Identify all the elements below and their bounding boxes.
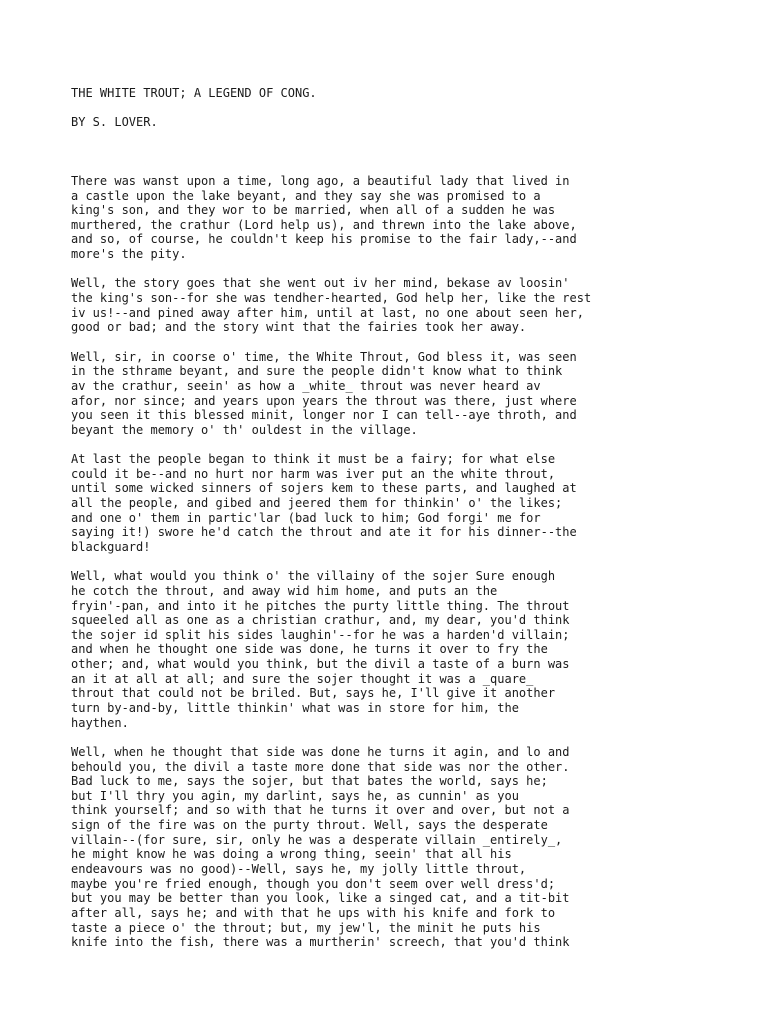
text-line: fryin'-pan, and into it he pitches the purty little thing. The throut: [71, 598, 570, 613]
text-line: he might know he was doing a wrong thing, seein' that all his: [71, 847, 512, 862]
text-line: king's son, and they wor to be married, when all of a sudden he was: [71, 203, 556, 218]
text-line: after all, says he; and with that he ups with his knife and fork to: [71, 905, 556, 920]
text-line: an it at all at all; and sure the sojer thought it was a _quare_: [71, 671, 534, 686]
text-line: There was wanst upon a time, long ago, a beautiful lady that lived in: [71, 173, 570, 188]
text-line: and one o' them in partic'lar (bad luck to him; God forgi' me for: [71, 510, 541, 525]
paragraph: [71, 276, 751, 335]
document-page: [71, 86, 751, 965]
paragraph: [71, 452, 751, 554]
text-line: a castle upon the lake beyant, and they say she was promised to a: [71, 188, 541, 203]
text-line: think yourself; and so with that he turns it over and over, but not a: [71, 803, 570, 818]
text-line: all the people, and gibed and jeered them for thinkin' o' the likes;: [71, 496, 563, 511]
text-line: other; and, what would you think, but the divil a taste of a burn was: [71, 657, 570, 672]
text-line: Well, the story goes that she went out iv her mind, bekase av loosin': [71, 276, 570, 291]
text-line: good or bad; and the story wint that the fairies took her away.: [71, 320, 527, 335]
text-line: afor, nor since; and years upon years the throut was there, just where: [71, 393, 577, 408]
text-line: turn by-and-by, little thinkin' what was in store for him, the: [71, 700, 519, 715]
text-line: and when he thought one side was done, he turns it over to fry the: [71, 642, 548, 657]
text-line: more's the pity.: [71, 247, 187, 262]
document-title: THE WHITE TROUT; A LEGEND OF CONG.: [71, 86, 317, 100]
text-line: Well, sir, in coorse o' time, the White Throut, God bless it, was seen: [71, 349, 577, 364]
text-line: you seen it this blessed minit, longer nor I can tell--aye throth, and: [71, 408, 577, 423]
text-line: sign of the fire was on the purty throut. Well, says the desperate: [71, 818, 548, 833]
text-line: Well, what would you think o' the villainy of the sojer Sure enough: [71, 569, 556, 584]
text-line: could it be--and no hurt nor harm was iver put an the white throut,: [71, 466, 556, 481]
text-line: throut that could not be briled. But, says he, I'll give it another: [71, 686, 556, 701]
document-byline: BY S. LOVER.: [71, 115, 158, 130]
text-line: the sojer id split his sides laughin'--for he was a harden'd villain;: [71, 627, 570, 642]
text-line: beyant the memory o' th' ouldest in the village.: [71, 422, 418, 437]
paragraph: [71, 174, 751, 262]
text-line: but I'll thry you agin, my darlint, says he, as cunnin' as you: [71, 788, 519, 803]
text-line: maybe you're fried enough, though you don't seem over well dress'd;: [71, 876, 556, 891]
text-line: in the sthrame beyant, and sure the people didn't know what to think: [71, 364, 563, 379]
text-line: endeavours was no good)--Well, says he, my jolly little throut,: [71, 862, 527, 877]
text-line: villain--(for sure, sir, only he was a desperate villain _entirely_,: [71, 832, 563, 847]
text-line: murthered, the crathur (Lord help us), and threwn into the lake above,: [71, 217, 577, 232]
text-line: saying it!) swore he'd catch the throut and ate it for his dinner--the: [71, 525, 577, 540]
paragraph: [71, 350, 751, 438]
text-line: until some wicked sinners of sojers kem to these parts, and laughed at: [71, 481, 577, 496]
text-line: iv us!--and pined away after him, until at last, no one about seen her,: [71, 305, 584, 320]
text-line: but you may be better than you look, like a singed cat, and a tit-bit: [71, 891, 570, 906]
text-line: the king's son--for she was tendher-hearted, God help her, like the rest: [71, 291, 592, 306]
text-line: squeeled all as one as a christian crathur, and, my dear, you'd think: [71, 613, 570, 628]
text-line: taste a piece o' the throut; but, my jew'l, the minit he puts his: [71, 920, 541, 935]
text-line: Bad luck to me, says the sojer, but that bates the world, says he;: [71, 774, 548, 789]
text-line: haythen.: [71, 715, 129, 730]
document-body: [71, 174, 751, 950]
text-line: At last the people began to think it must be a fairy; for what else: [71, 452, 556, 467]
paragraph: [71, 569, 751, 730]
text-line: blackguard!: [71, 539, 151, 554]
text-line: and so, of course, he couldn't keep his promise to the fair lady,--and: [71, 232, 577, 247]
text-line: knife into the fish, there was a murtherin' screech, that you'd think: [71, 935, 570, 950]
text-line: Well, when he thought that side was done he turns it agin, and lo and: [71, 744, 570, 759]
paragraph: [71, 745, 751, 950]
text-line: behould you, the divil a taste more done that side was nor the other.: [71, 759, 570, 774]
text-line: av the crathur, seein' as how a _white_ throut was never heard av: [71, 378, 541, 393]
text-line: he cotch the throut, and away wid him home, and puts an the: [71, 583, 498, 598]
